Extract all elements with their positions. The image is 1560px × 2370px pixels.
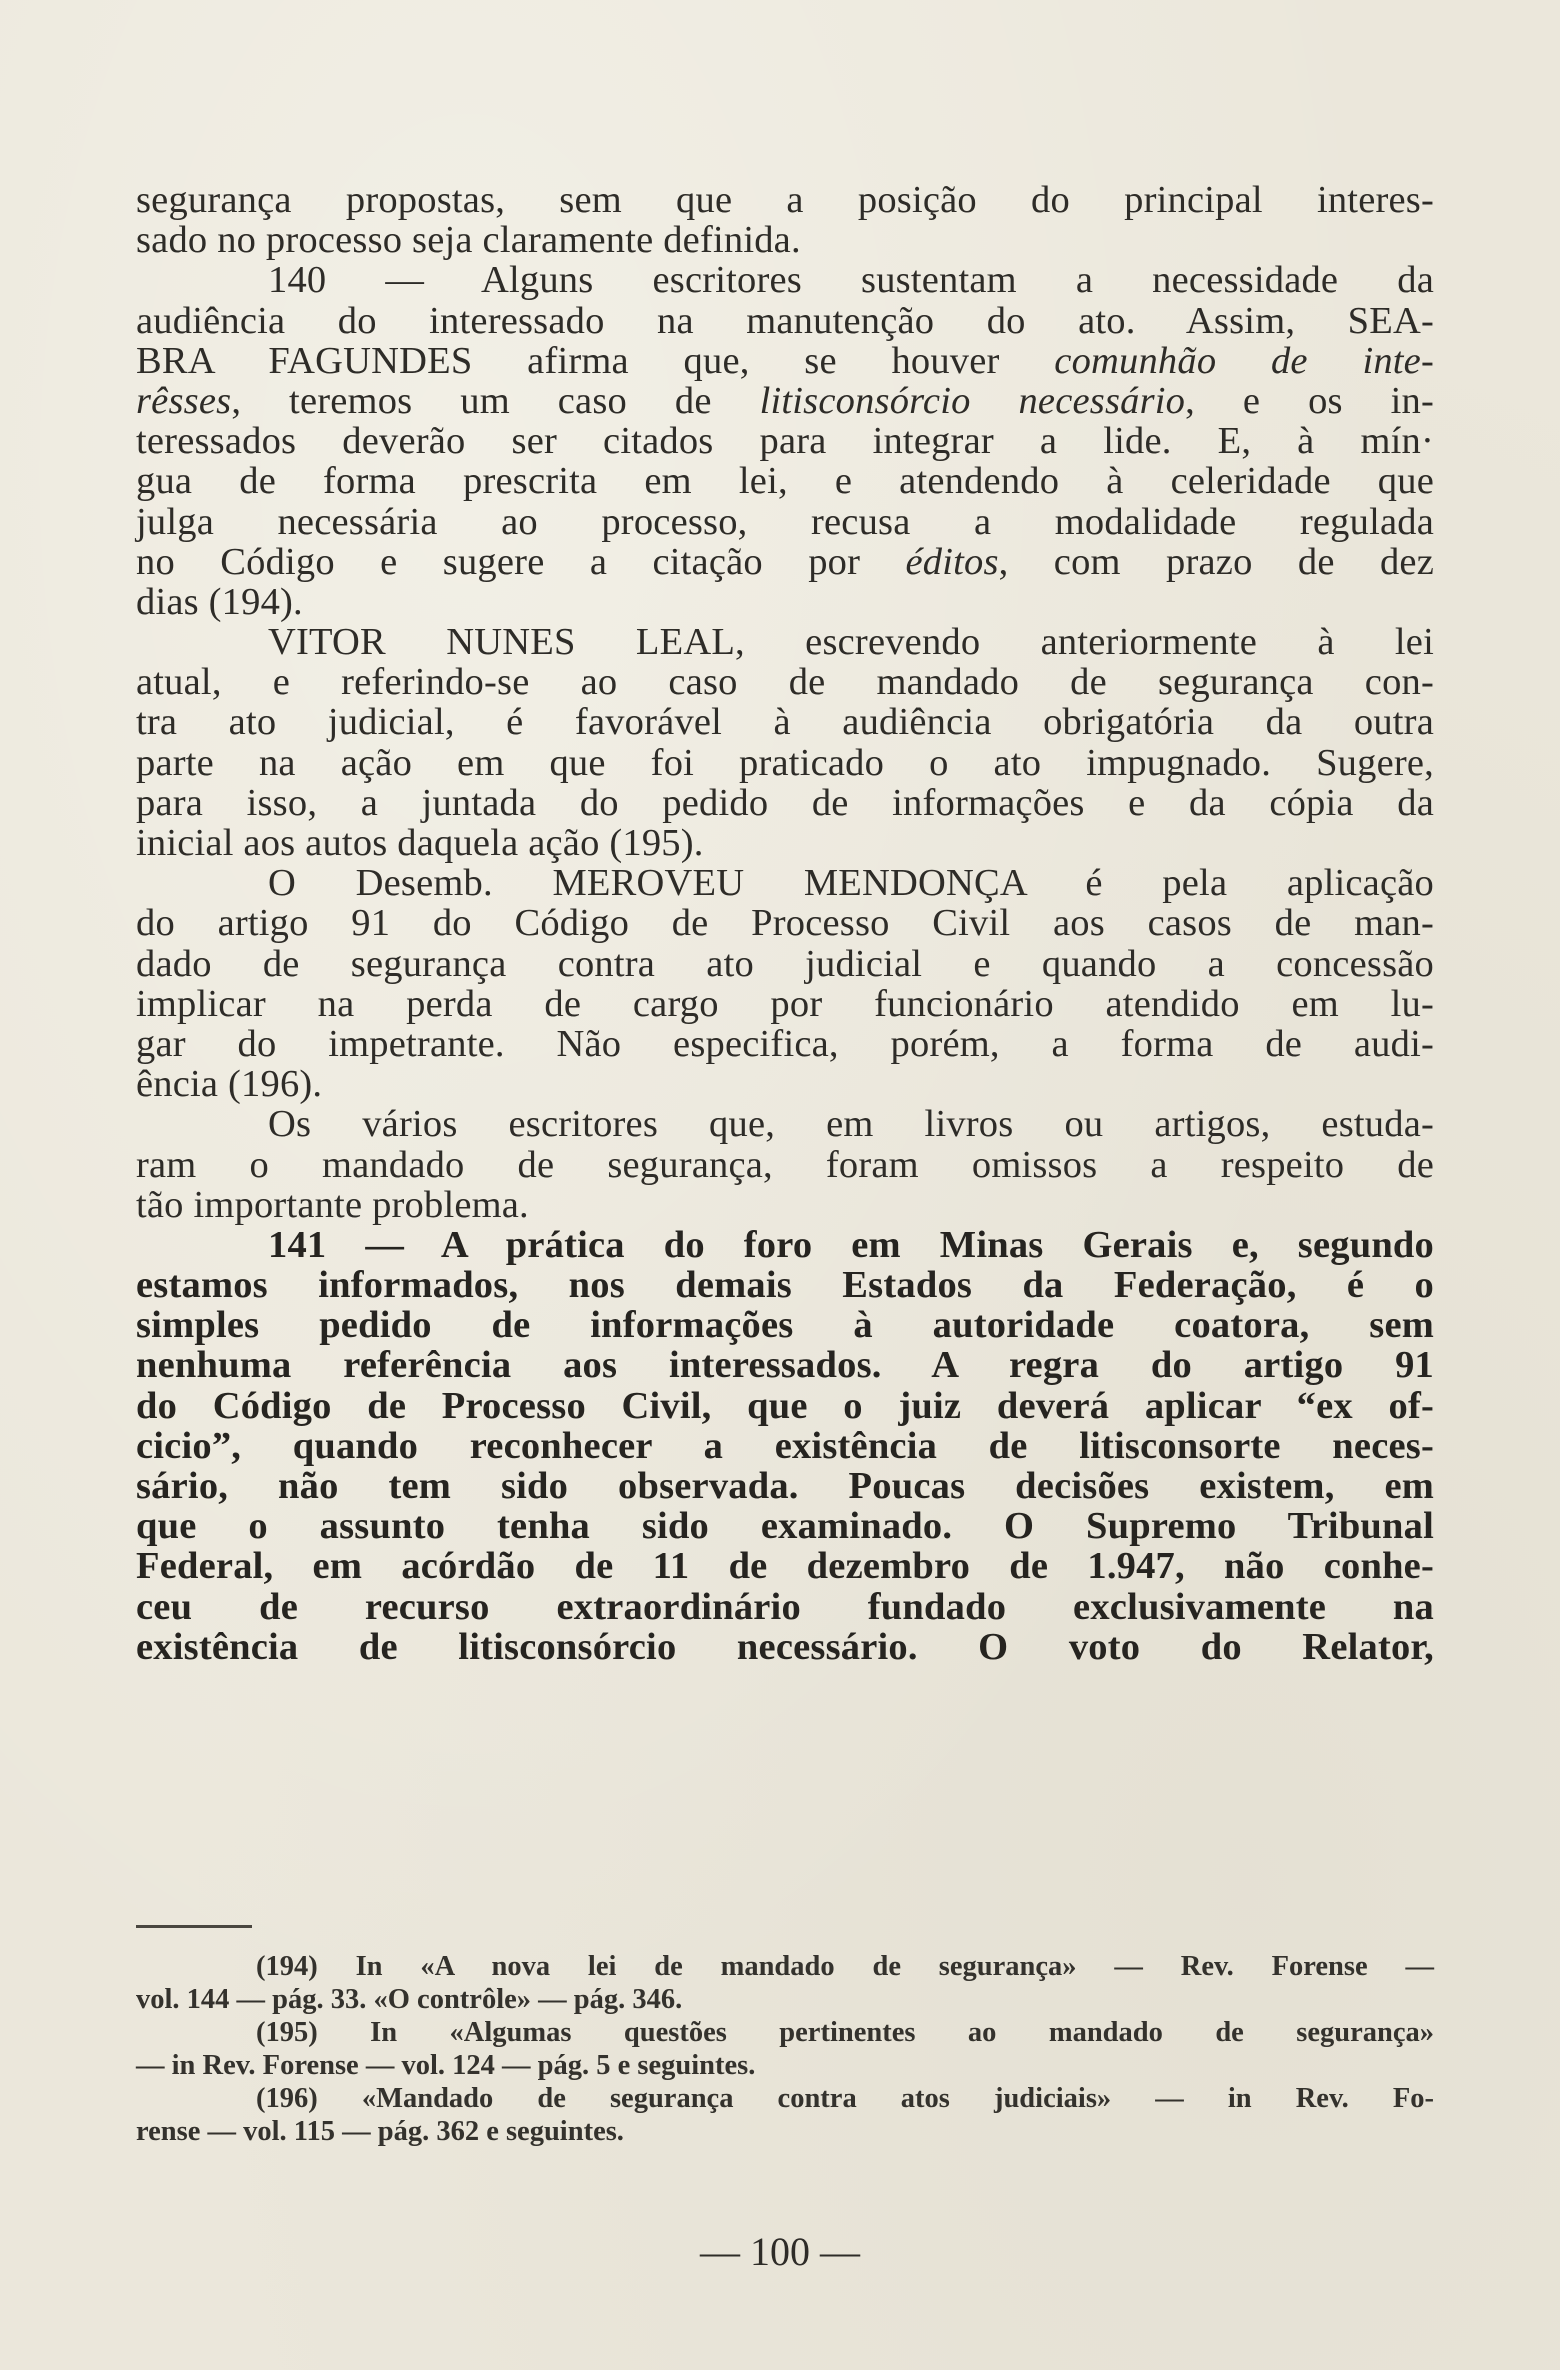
text-line: tão importante problema. (136, 1183, 529, 1226)
text-span: no Código e sugere a citação por (136, 540, 906, 583)
italic-term: éditos (905, 540, 999, 583)
text-span: , e os in- (1185, 379, 1434, 422)
text-line: do artigo 91 do Código de Processo Civil aos casos de man- (136, 902, 1434, 945)
text-span: , com prazo de dez (998, 540, 1434, 583)
footnote-194: (194) In «A nova lei de mandado de segurança» — Rev. Forense — (256, 1951, 1434, 1982)
footnote-196-cont: rense — vol. 115 — pág. 362 e seguintes. (136, 2116, 624, 2147)
footnote-195-cont: — in Rev. Forense — vol. 124 — pág. 5 e seguintes. (136, 2050, 756, 2081)
text-line: dias (194). (136, 580, 303, 623)
italic-term: comunhão de inte- (1054, 339, 1434, 382)
paragraph-meroveu-mendonca: O Desemb. MEROVEU MENDONÇA é pela aplicação (268, 862, 1434, 905)
text-line: gua de forma prescrita em lei, e atendendo à celeridade que (136, 460, 1434, 503)
paragraph-vitor-nunes-leal: VITOR NUNES LEAL, escrevendo anteriormente à lei (268, 621, 1434, 664)
text-line: estamos informados, nos demais Estados da Federação, é o (136, 1264, 1434, 1307)
text-line (136, 381, 1434, 421)
text-line: simples pedido de informações à autoridade coatora, sem (136, 1304, 1434, 1347)
text-line: audiência do interessado na manutenção do ato. Assim, SEA- (136, 299, 1434, 342)
text-line: ceu de recurso extraordinário fundado exclusivamente na (136, 1585, 1434, 1628)
italic-term: rêsses (136, 379, 232, 422)
text-line: existência de litisconsórcio necessário. O voto do Relator, (136, 1625, 1434, 1668)
text-line: parte na ação em que foi praticado o ato impugnado. Sugere, (136, 741, 1434, 784)
text-span: BRA FAGUNDES afirma que, se houver (136, 339, 1055, 382)
page-number: — 100 — (700, 2229, 860, 2274)
italic-term: litisconsórcio necessário (759, 379, 1186, 422)
text-line: atual, e referindo-se ao caso de mandado de segurança con- (136, 661, 1434, 704)
text-line: implicar na perda de cargo por funcionário atendido em lu- (136, 982, 1434, 1025)
text-line (136, 542, 1434, 582)
body-text (136, 180, 1434, 1667)
text-line: tra ato judicial, é favorável à audiência obrigatória da outra (136, 701, 1434, 744)
paragraph-141-start: 141 — A prática do foro em Minas Gerais e, segundo (268, 1223, 1434, 1266)
text-line: julga necessária ao processo, recusa a modalidade regulada (136, 500, 1434, 543)
text-line: sado no processo seja claramente definida. (136, 219, 801, 262)
footnote-194-cont: vol. 144 — pág. 33. «O contrôle» — pág. 346. (136, 1984, 683, 2015)
text-line (136, 341, 1434, 381)
footnote-separator (136, 1925, 252, 1928)
footnotes (136, 1950, 1434, 2148)
text-span: , teremos um caso de (231, 379, 760, 422)
text-line: dado de segurança contra ato judicial e quando a concessão (136, 942, 1434, 985)
text-line: segurança propostas, sem que a posição do principal interes- (136, 179, 1434, 221)
text-line: do Código de Processo Civil, que o juiz deverá aplicar “ex of- (136, 1384, 1434, 1427)
text-line: ência (196). (136, 1063, 323, 1106)
text-line: cicio”, quando reconhecer a existência de litisconsorte neces- (136, 1424, 1434, 1467)
text-line: teressados deverão ser citados para integrar a lide. E, à mín· (136, 420, 1434, 463)
text-line: inicial aos autos daquela ação (195). (136, 822, 704, 864)
text-line: sário, não tem sido observada. Poucas decisões existem, em (136, 1465, 1434, 1507)
text-line: que o assunto tenha sido examinado. O Supremo Tribunal (136, 1505, 1434, 1548)
text-line: para isso, a juntada do pedido de informações e da cópia da (136, 781, 1434, 824)
paragraph-escritores: Os vários escritores que, em livros ou artigos, estuda- (268, 1103, 1434, 1146)
text-line: Federal, em acórdão de 11 de dezembro de 1.947, não conhe- (136, 1545, 1434, 1588)
text-line: nenhuma referência aos interessados. A regra do artigo 91 (136, 1344, 1434, 1387)
footnote-195: (195) In «Algumas questões pertinentes ao mandado de segurança» (256, 2017, 1434, 2048)
footnote-196: (196) «Mandado de segurança contra atos judiciais» — in Rev. Fo- (256, 2083, 1434, 2114)
paragraph-140-start: 140 — Alguns escritores sustentam a necessidade da (268, 259, 1434, 302)
text-line: ram o mandado de segurança, foram omissos a respeito de (136, 1143, 1434, 1186)
text-line: gar do impetrante. Não especifica, porém, a forma de audi- (136, 1022, 1434, 1065)
